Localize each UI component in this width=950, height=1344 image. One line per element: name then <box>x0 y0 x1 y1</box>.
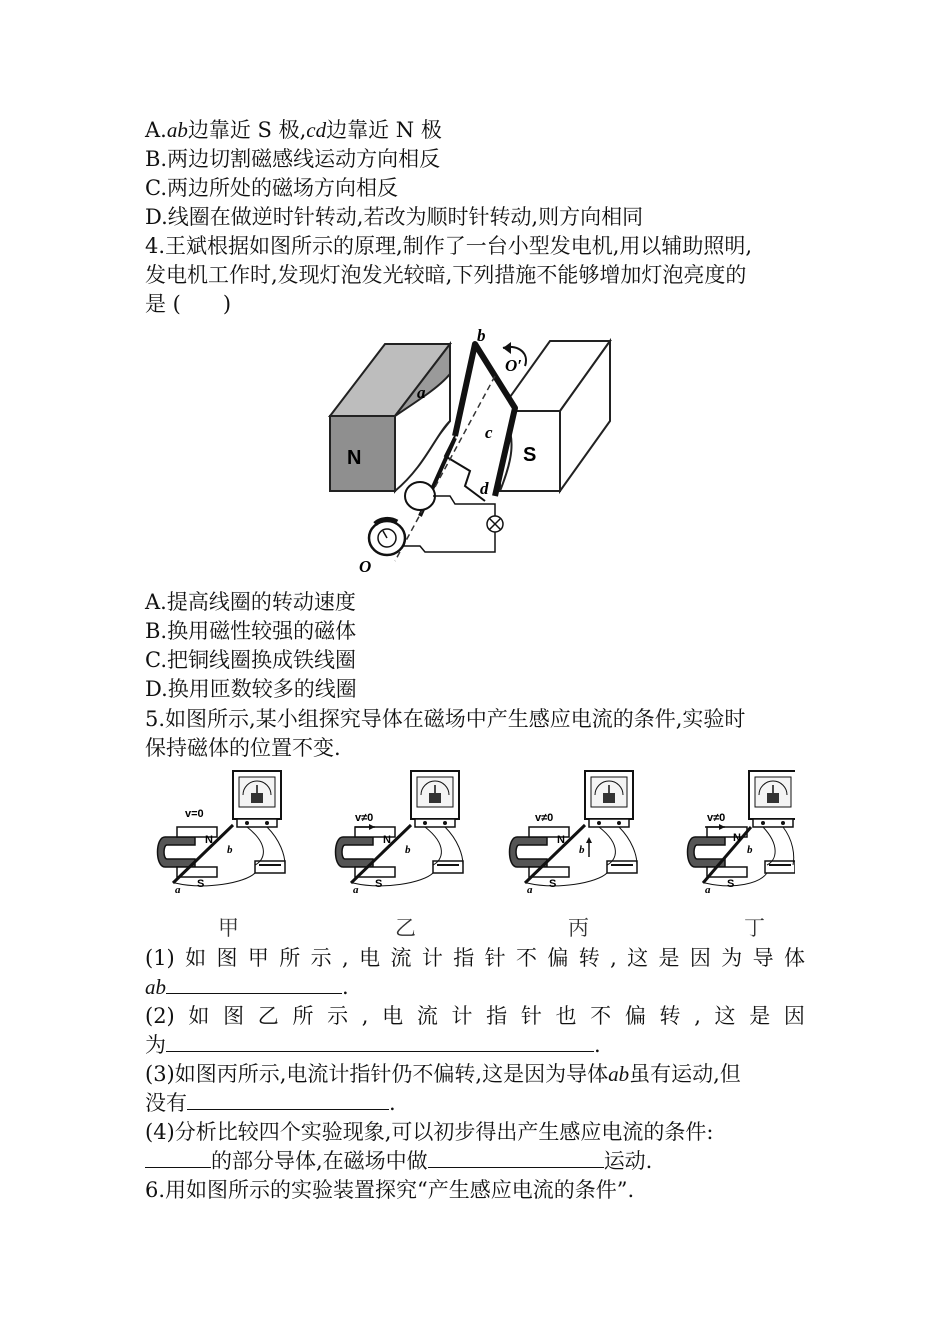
sub2-word: 转 <box>659 1004 681 1028</box>
q5-sub1-line1 <box>145 944 805 972</box>
panel-bing-s: S <box>549 878 557 890</box>
sub1-word: 图 <box>216 946 238 970</box>
q3-option-b: B.两边切割磁感线运动方向相反 <box>145 147 441 171</box>
north-magnet <box>330 344 450 491</box>
sub1-word: 为 <box>721 946 743 970</box>
coil-label-b: b <box>477 326 486 345</box>
caption-jia: 甲 <box>218 916 239 940</box>
sub2-word: 示 <box>327 1004 349 1028</box>
sub2-word: 也 <box>555 1004 577 1028</box>
sub2-word: 计 <box>451 1004 473 1028</box>
panel-jia-s: S <box>197 878 205 890</box>
generator-figure <box>325 326 625 578</box>
sub1-word: 因 <box>689 946 711 970</box>
q4-stem-line1: 4.王斌根据如图所示的原理,制作了一台小型发电机,用以辅助照明, <box>145 234 753 258</box>
sub1-word: 转 <box>578 946 600 970</box>
panel-yi-a: a <box>353 884 359 895</box>
sub1-word: 针 <box>484 946 506 970</box>
sub1-word: 示 <box>310 946 332 970</box>
answer-blank-4b[interactable] <box>428 1147 604 1168</box>
sub1-word: 体 <box>784 946 805 970</box>
q5-sub3-line2: 没有 . <box>145 1091 396 1115</box>
q5-stem-line1: 5.如图所示,某小组探究导体在磁场中产生感应电流的条件,实验时 <box>145 707 746 731</box>
q5-sub1-line2: ab . <box>145 975 349 999</box>
sub1-word: 流 <box>390 946 412 970</box>
panel-ding-velocity: v≠0 <box>707 812 726 824</box>
q4-stem-line3: 是 ( ) <box>145 292 232 316</box>
q5-sub4-line1: (4)分析比较四个实验现象,可以初步得出产生感应电流的条件: <box>145 1120 714 1144</box>
answer-blank-4a[interactable] <box>145 1147 211 1168</box>
q6-stem: 6.用如图所示的实验装置探究“产生感应电流的条件”. <box>145 1178 635 1202</box>
sub2-word: , <box>361 1004 369 1028</box>
caption-yi: 乙 <box>395 916 416 940</box>
coil-label-a: a <box>417 383 426 402</box>
panel-ding-b: b <box>747 844 753 856</box>
caption-bing: 丙 <box>568 916 589 940</box>
slip-rings <box>369 482 435 555</box>
sub1-word: 所 <box>279 946 301 970</box>
panel-jia <box>158 771 286 895</box>
q5-stem-line2: 保持磁体的位置不变. <box>145 736 341 760</box>
sub1-word: 电 <box>359 946 381 970</box>
q5-sub2-line2: 为 . <box>145 1033 601 1057</box>
coil-label-c: c <box>485 423 493 442</box>
panel-yi-velocity: v≠0 <box>355 812 374 824</box>
sub1-word: 不 <box>515 946 537 970</box>
panel-yi-s: S <box>375 878 383 890</box>
panel-ding-a: a <box>705 884 711 895</box>
sub2-word: 不 <box>590 1004 612 1028</box>
sub2-word: 如 <box>188 1004 210 1028</box>
sub1-word: 甲 <box>247 946 269 970</box>
sub1-word: (1) <box>145 946 175 970</box>
panel-yi-b: b <box>405 844 411 856</box>
magnet-n-label: N <box>347 447 362 469</box>
q4-option-a: A.提高线圈的转动速度 <box>145 590 356 614</box>
sub2-word: (2) <box>145 1004 175 1028</box>
panel-bing-a: a <box>527 884 533 895</box>
sub1-word: 指 <box>453 946 475 970</box>
sub1-word: 偏 <box>547 946 569 970</box>
sub1-word: , <box>342 946 349 970</box>
panel-bing-velocity: v≠0 <box>535 812 554 824</box>
sub2-word: 电 <box>382 1004 404 1028</box>
axis-label-o: O <box>359 557 372 576</box>
q5-sub4-line2: 的部分导体,在磁场中做 运动. <box>145 1147 652 1175</box>
sub1-word: 计 <box>421 946 443 970</box>
axis-label-o-prime: O′ <box>505 356 523 375</box>
q5-sub2-line1 <box>145 1002 805 1030</box>
sub1-word: 是 <box>658 946 680 970</box>
sub2-word: 流 <box>416 1004 438 1028</box>
sub2-word: 所 <box>292 1004 314 1028</box>
answer-blank-3[interactable] <box>187 1089 389 1110</box>
panel-ding-n: N <box>733 832 741 844</box>
sub2-word: 乙 <box>257 1004 279 1028</box>
panel-bing <box>510 771 638 895</box>
panel-bing-b: b <box>579 844 585 856</box>
panel-ding-s: S <box>727 878 735 890</box>
sub1-word: 导 <box>752 946 774 970</box>
q4-option-b: B.换用磁性较强的磁体 <box>145 619 357 643</box>
panel-yi-n: N <box>383 834 391 846</box>
sub1-word: , <box>610 946 617 970</box>
q3-option-d: D.线圈在做逆时针转动,若改为顺时针转动,则方向相同 <box>145 205 644 229</box>
q3-option-a: A.ab边靠近 S 极,cd边靠近 N 极 <box>145 118 442 142</box>
panel-bing-n: N <box>557 834 565 846</box>
coil-label-d: d <box>480 479 489 498</box>
experiment-panels <box>155 765 795 895</box>
sub2-word: 指 <box>486 1004 508 1028</box>
sub1-word: 这 <box>627 946 649 970</box>
answer-blank-2[interactable] <box>166 1031 594 1052</box>
q4-option-d: D.换用匝数较多的线圈 <box>145 677 357 701</box>
panel-jia-velocity: v=0 <box>185 808 204 820</box>
panel-jia-n: N <box>205 834 213 846</box>
q3-option-c: C.两边所处的磁场方向相反 <box>145 176 398 200</box>
panel-ding <box>688 771 796 895</box>
sub2-word: 因 <box>783 1004 805 1028</box>
magnet-s-label: S <box>523 444 537 466</box>
panel-jia-a: a <box>175 884 181 895</box>
sub2-word: , <box>694 1004 701 1028</box>
q4-option-c: C.把铜线圈换成铁线圈 <box>145 648 356 672</box>
sub2-word: 偏 <box>624 1004 646 1028</box>
sub2-word: 图 <box>223 1004 245 1028</box>
panel-jia-b: b <box>227 844 233 856</box>
sub2-word: 是 <box>749 1004 771 1028</box>
q5-sub3-line1: (3)如图丙所示,电流计指针仍不偏转,这是因为导体ab虽有运动,但 <box>145 1062 741 1086</box>
sub1-word: 如 <box>185 946 207 970</box>
q4-stem-line2: 发电机工作时,发现灯泡发光较暗,下列措施不能够增加灯泡亮度的 <box>145 263 747 287</box>
caption-ding: 丁 <box>744 916 765 940</box>
panel-yi <box>336 771 464 895</box>
sub2-word: 针 <box>520 1004 542 1028</box>
sub2-word: 这 <box>714 1004 736 1028</box>
answer-blank-1[interactable] <box>166 973 342 994</box>
